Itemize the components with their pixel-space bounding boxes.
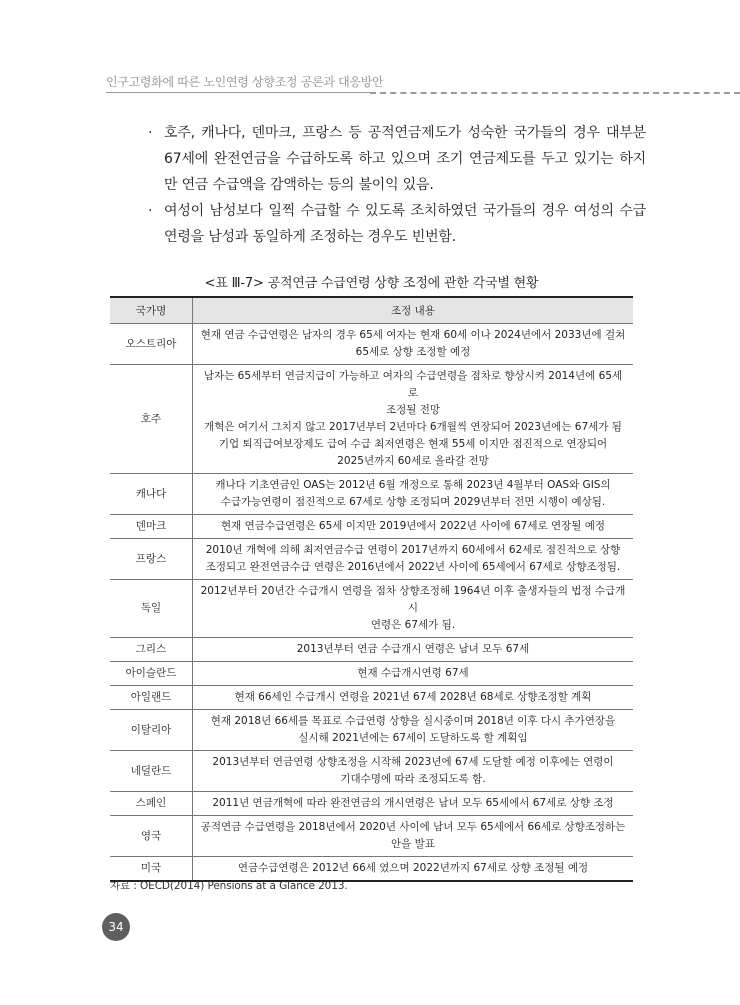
bullet-text: 여성이 남성보다 일찍 수급할 수 있도록 조치하였던 국가들의 경우 여성의 수급연령을 남성과 동일하게 조정하는 경우도 빈번함. xyxy=(164,203,646,245)
adjustment-cell xyxy=(193,324,634,365)
adjustment-line: 현재 연금 수급연령은 남자의 경우 65세 여자는 현재 60세 이나 2024년에서 2033년에 걸쳐 xyxy=(200,329,626,341)
table-row xyxy=(110,751,633,792)
adjustment-line: 2012년부터 20년간 수급개시 연령을 점차 상향조정해 1964년 이후 출생자들의 법정 수급개시 xyxy=(200,585,626,614)
country-cell: 호주 xyxy=(110,365,193,474)
adjustment-line: 연령은 67세가 됨. xyxy=(370,619,456,631)
adjustment-line: 현재 2018년 66세를 목표로 수급연령 상향을 실시중이며 2018년 이후 다시 추가연장을 xyxy=(210,715,616,727)
country-cell: 오스트리아 xyxy=(110,324,193,365)
header-dashed-rule xyxy=(370,92,740,94)
country-cell: 미국 xyxy=(110,857,193,882)
adjustment-cell xyxy=(193,816,634,857)
adjustment-cell xyxy=(193,539,634,580)
adjustment-line: 개혁은 여기서 그치지 않고 2017년부터 2년마다 6개월씩 연장되어 2023년에는 67세가 됨 xyxy=(204,421,622,433)
table-row xyxy=(110,638,633,662)
country-cell: 아이슬란드 xyxy=(110,662,193,686)
table-row xyxy=(110,515,633,539)
pension-age-table xyxy=(110,296,633,882)
table-row xyxy=(110,686,633,710)
column-header-country: 국가명 xyxy=(110,297,193,324)
country-cell: 아일랜드 xyxy=(110,686,193,710)
table-row xyxy=(110,816,633,857)
adjustment-cell xyxy=(193,751,634,792)
table-row xyxy=(110,580,633,638)
table-row xyxy=(110,662,633,686)
country-cell: 캐나다 xyxy=(110,474,193,515)
table-row xyxy=(110,539,633,580)
bullet-item xyxy=(148,198,646,250)
country-cell: 그리스 xyxy=(110,638,193,662)
adjustment-line: 안을 발표 xyxy=(391,838,435,850)
adjustment-cell xyxy=(193,515,634,539)
running-header: 인구고령화에 따른 노인연령 상향조정 공론과 대응방안 xyxy=(106,75,384,89)
adjustment-cell xyxy=(193,710,634,751)
adjustment-cell xyxy=(193,580,634,638)
adjustment-line: 수급가능연령이 점진적으로 67세로 상향 조정되며 2029년부터 전면 시행이 예상됨. xyxy=(220,496,606,508)
adjustment-line: 실시해 2021년에는 67세이 도달하도록 할 계획임 xyxy=(298,732,528,744)
country-cell: 덴마크 xyxy=(110,515,193,539)
column-header-content: 조정 내용 xyxy=(193,297,634,324)
country-cell: 프랑스 xyxy=(110,539,193,580)
bullet-marker: · xyxy=(148,125,153,141)
table-row xyxy=(110,710,633,751)
adjustment-line: 연금수급연령은 2012년 66세 였으며 2022년까지 67세로 상향 조정될 예정 xyxy=(237,862,589,874)
page-number: 34 xyxy=(102,913,130,941)
bullet-marker: · xyxy=(148,203,153,219)
adjustment-line: 현재 66세인 수급개시 연령을 2021년 67세 2028년 68세로 상향조정할 계획 xyxy=(234,691,592,703)
table-body xyxy=(110,324,633,882)
country-cell: 독일 xyxy=(110,580,193,638)
country-cell: 네덜란드 xyxy=(110,751,193,792)
bullet-list xyxy=(148,120,646,250)
adjustment-cell xyxy=(193,365,634,474)
table-row xyxy=(110,792,633,816)
table-caption: <표 Ⅲ-7> 공적연금 수급연령 상향 조정에 관한 각국별 현황 xyxy=(204,276,539,291)
country-cell: 이탈리아 xyxy=(110,710,193,751)
country-cell: 영국 xyxy=(110,816,193,857)
table-header-row xyxy=(110,297,633,324)
header-divider xyxy=(106,92,370,93)
table-row xyxy=(110,365,633,474)
adjustment-line: 공적연금 수급연령을 2018년에서 2020년 사이에 남녀 모두 65세에서 66세로 상향조정하는 xyxy=(200,821,626,833)
adjustment-line: 남자는 65세부터 연금지급이 가능하고 여자의 수급연령을 점차로 향상시켜 2014년에 65세로 xyxy=(203,370,623,399)
bullet-item xyxy=(148,120,646,198)
adjustment-line: 2013년부터 연금 수급개시 연령은 남녀 모두 67세 xyxy=(296,643,530,655)
adjustment-line: 2025년까지 60세로 올라갈 전망 xyxy=(337,455,489,467)
adjustment-line: 2011년 연금개혁에 따라 완전연금의 개시연령은 남녀 모두 65세에서 67세로 상향 조정 xyxy=(212,797,614,809)
adjustment-line: 조정될 전망 xyxy=(385,404,441,416)
adjustment-line: 현재 연금수급연령은 65세 이지만 2019년에서 2022년 사이에 67세로 연장될 예정 xyxy=(220,520,606,532)
adjustment-line: 2010년 개혁에 의해 최저연금수급 연령이 2017년까지 60세에서 62세로 점진적으로 상향 xyxy=(205,544,621,556)
adjustment-cell xyxy=(193,686,634,710)
source-note: 자료 : OECD(2014) Pensions at a Glance 2013. xyxy=(110,880,348,892)
adjustment-line: 기대수명에 따라 조정되도록 함. xyxy=(340,773,486,785)
table-row xyxy=(110,474,633,515)
bullet-text: 호주, 캐나다, 덴마크, 프랑스 등 공적연금제도가 성숙한 국가들의 경우 대부분 67세에 완전연금을 수급하도록 하고 있으며 조기 연금제도를 두고 있기는 하지만 연금 수급액을 감액하는 등의 불이익 있음. xyxy=(164,125,646,193)
adjustment-line: 65세로 상향 조정할 예정 xyxy=(355,346,471,358)
adjustment-cell xyxy=(193,474,634,515)
adjustment-line: 2013년부터 연금연령 상향조정을 시작해 2023년에 67세 도달할 예정 이후에는 연령이 xyxy=(212,756,614,768)
country-cell: 스페인 xyxy=(110,792,193,816)
adjustment-line: 기업 퇴직급여보장제도 급여 수급 최저연령은 현재 55세 이지만 점진적으로 연장되어 xyxy=(218,438,608,450)
adjustment-line: 조정되고 완전연금수급 연령은 2016년에서 2022년 사이에 65세에서 67세로 상향조정됨. xyxy=(205,561,621,573)
adjustment-line: 현재 수급개시연령 67세 xyxy=(357,667,469,679)
adjustment-cell xyxy=(193,638,634,662)
adjustment-cell xyxy=(193,662,634,686)
table-row xyxy=(110,324,633,365)
adjustment-line: 캐나다 기초연금인 OAS는 2012년 6월 개정으로 통해 2023년 4월부터 OAS와 GIS의 xyxy=(215,479,611,491)
adjustment-cell xyxy=(193,792,634,816)
